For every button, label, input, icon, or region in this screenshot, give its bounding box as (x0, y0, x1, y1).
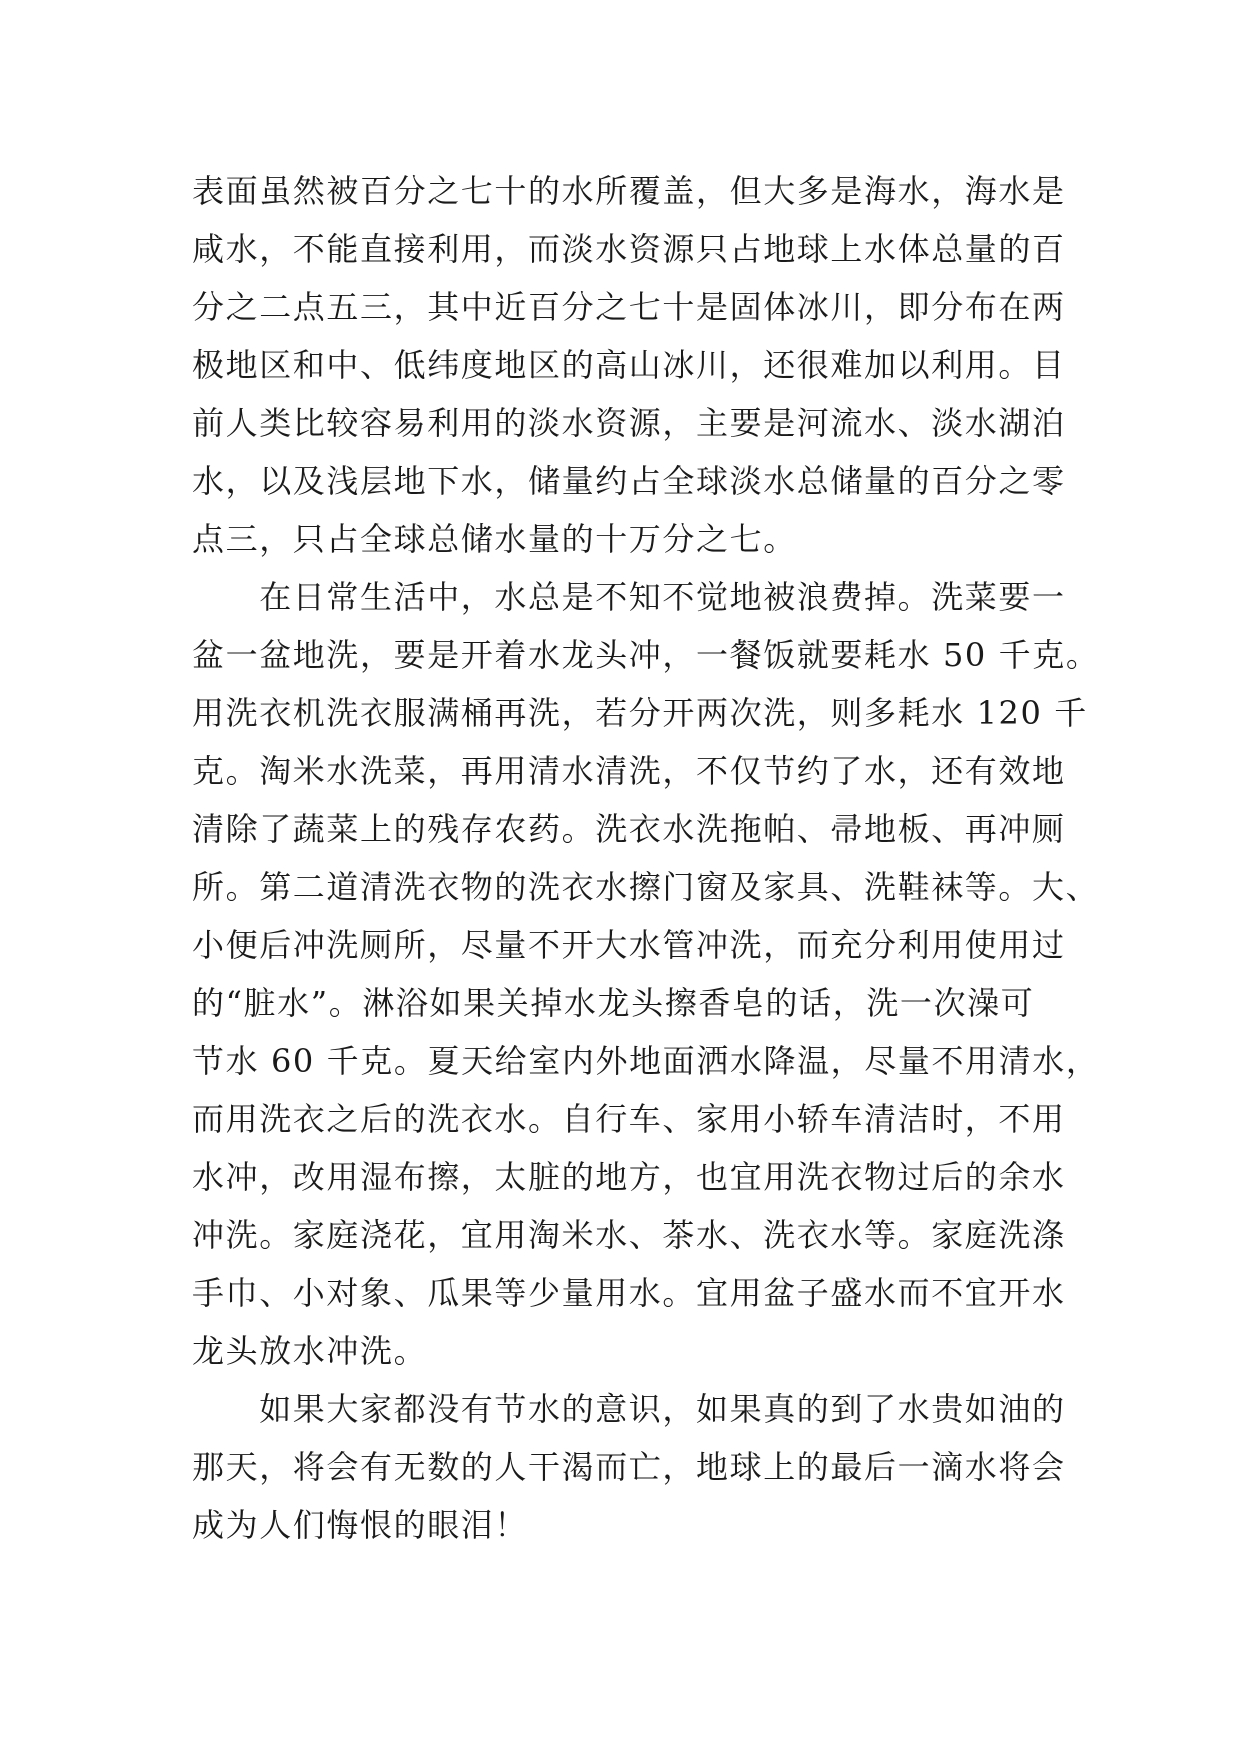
text-line: 咸水，不能直接利用，而淡水资源只占地球上水体总量的百 (192, 230, 1066, 268)
text-line: 冲洗。家庭浇花，宜用淘米水、茶水、洗衣水等。家庭洗涤 (192, 1216, 1066, 1254)
text-line: 清除了蔬菜上的残存农药。洗衣水洗拖帕、帚地板、再冲厕 (192, 810, 1066, 848)
text-line: 龙头放水冲洗。 (192, 1332, 428, 1370)
text-line: 水，以及浅层地下水，储量约占全球淡水总储量的百分之零 (192, 462, 1066, 500)
text-line: 点三，只占全球总储水量的十万分之七。 (192, 520, 797, 558)
text-line: 盆一盆地洗，要是开着水龙头冲，一餐饭就要耗水 50 千克。 (192, 636, 1100, 674)
text-line: 表面虽然被百分之七十的水所覆盖，但大多是海水，海水是 (192, 172, 1066, 210)
text-line: 所。第二道清洗衣物的洗衣水擦门窗及家具、洗鞋袜等。大、 (192, 868, 1100, 906)
text-line: 极地区和中、低纬度地区的高山冰川，还很难加以利用。目 (192, 346, 1066, 384)
paragraph-3 (192, 1380, 1072, 1554)
text-line: 在日常生活中，水总是不知不觉地被浪费掉。洗菜要一 (192, 578, 1066, 616)
text-line: 的“脏水”。淋浴如果关掉水龙头擦香皂的话，洗一次澡可 (192, 984, 1035, 1022)
text-line: 分之二点五三，其中近百分之七十是固体冰川，即分布在两 (192, 288, 1066, 326)
text-line: 前人类比较容易利用的淡水资源，主要是河流水、淡水湖泊 (192, 404, 1066, 442)
body-text (192, 162, 1100, 1554)
text-line: 水冲，改用湿布擦，太脏的地方，也宜用洗衣物过后的余水 (192, 1158, 1066, 1196)
text-line: 而用洗衣之后的洗衣水。自行车、家用小轿车清洁时，不用 (192, 1100, 1066, 1138)
text-line: 克。淘米水洗菜，再用清水清洗，不仅节约了水，还有效地 (192, 752, 1066, 790)
text-line: 那天，将会有无数的人干渴而亡，地球上的最后一滴水将会 (192, 1448, 1066, 1486)
paragraph-2 (192, 568, 1100, 1380)
text-line: 手巾、小对象、瓜果等少量用水。宜用盆子盛水而不宜开水 (192, 1274, 1066, 1312)
text-line: 节水 60 千克。夏天给室内外地面洒水降温，尽量不用清水， (192, 1042, 1100, 1080)
text-line: 成为人们悔恨的眼泪！ (192, 1506, 529, 1544)
text-line: 小便后冲洗厕所，尽量不开大水管冲洗，而充分利用使用过 (192, 926, 1066, 964)
text-line: 用洗衣机洗衣服满桶再洗，若分开两次洗，则多耗水 120 千 (192, 694, 1088, 732)
text-line: 如果大家都没有节水的意识，如果真的到了水贵如油的 (192, 1390, 1066, 1428)
paragraph-1 (192, 162, 1072, 568)
